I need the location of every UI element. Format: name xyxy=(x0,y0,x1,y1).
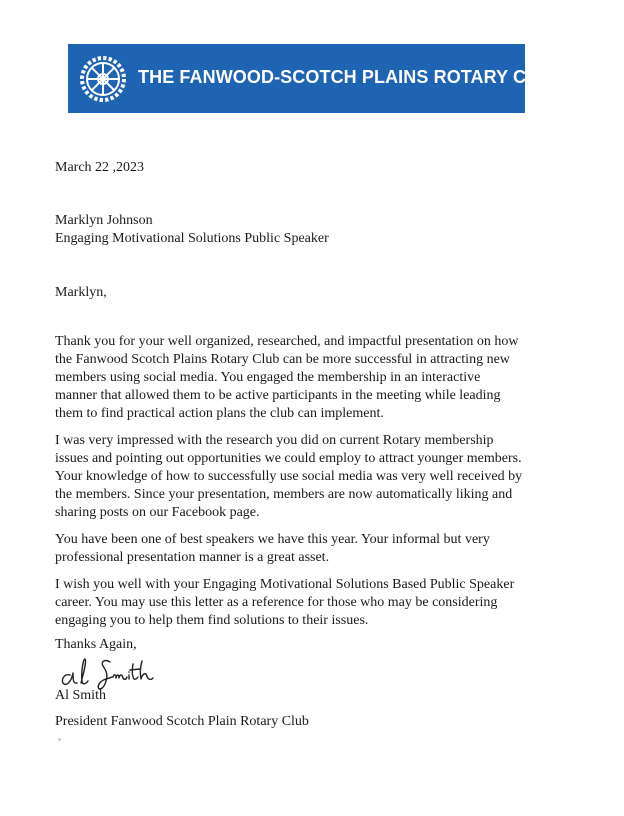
scan-speck xyxy=(58,738,61,741)
letter-date: March 22 ,2023 xyxy=(55,160,145,175)
closing: Thanks Again, xyxy=(55,637,137,652)
rotary-wheel-icon xyxy=(77,53,129,105)
signer-title: President Fanwood Scotch Plain Rotary Club xyxy=(55,714,309,729)
salutation: Marklyn, xyxy=(55,285,107,300)
handwritten-signature xyxy=(56,651,156,691)
recipient-name: Marklyn Johnson xyxy=(55,213,153,228)
body-paragraph-3: You have been one of best speakers we have this year. Your informal but very professional presentation manner is a great asset. xyxy=(55,532,490,565)
signer-name: Al Smith xyxy=(55,688,106,703)
body-paragraph-2: I was very impressed with the research you did on current Rotary membership issues and pointing out opportunities we could employ to attract younger members. Your knowledge of how to successfully use social media was very well received by the members. Since your presentation, members are now automatically liking and sharing posts on our Facebook page. xyxy=(55,433,523,520)
letterhead-banner xyxy=(68,44,564,113)
club-name: THE FANWOOD-SCOTCH PLAINS ROTARY CLUB xyxy=(138,67,564,87)
body-paragraph-1: Thank you for your well organized, researched, and impactful presentation on how the Fanwood Scotch Plains Rotary Club can be more successful in attracting new members using social media. You engaged the membership in an interactive manner that allowed them to be active participants in the meeting while leading them to find practical action plans the club can implement. xyxy=(55,334,519,421)
body-paragraph-4: I wish you well with your Engaging Motivational Solutions Based Public Speaker career. You may use this letter as a reference for those who may be considering engaging you to help them find solutions to their issues. xyxy=(55,577,515,628)
recipient-title: Engaging Motivational Solutions Public Speaker xyxy=(55,231,329,246)
